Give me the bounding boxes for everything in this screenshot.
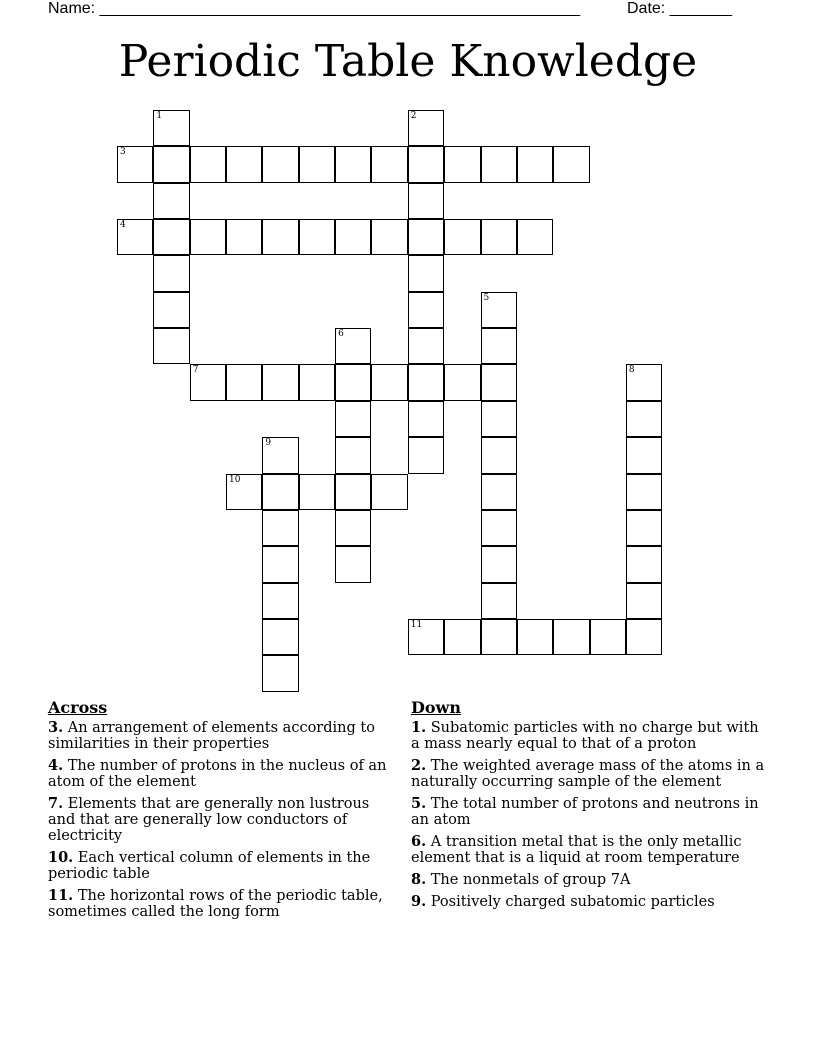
grid-cell[interactable] bbox=[262, 437, 298, 473]
grid-cell[interactable] bbox=[226, 146, 262, 182]
grid-cell[interactable] bbox=[262, 655, 298, 691]
grid-cell[interactable] bbox=[626, 583, 662, 619]
grid-cell[interactable] bbox=[262, 510, 298, 546]
grid-cell[interactable] bbox=[481, 219, 517, 255]
grid-cell[interactable] bbox=[626, 364, 662, 400]
date-field-label: Date: _______ bbox=[627, 0, 732, 17]
grid-cell[interactable] bbox=[371, 364, 407, 400]
cell-number: 10 bbox=[229, 474, 241, 485]
grid-cell[interactable] bbox=[299, 364, 335, 400]
grid-cell[interactable] bbox=[335, 437, 371, 473]
grid-cell[interactable] bbox=[335, 364, 371, 400]
grid-cell[interactable] bbox=[444, 146, 480, 182]
clue-number: 6. bbox=[411, 833, 427, 850]
grid-cell[interactable] bbox=[190, 364, 226, 400]
clue-number: 4. bbox=[48, 757, 64, 774]
grid-cell[interactable] bbox=[408, 364, 444, 400]
clue-text: The number of protons in the nucleus of an atom of the element bbox=[48, 758, 387, 790]
clue-text: Each vertical column of elements in the periodic table bbox=[48, 850, 371, 882]
grid-cell[interactable] bbox=[335, 401, 371, 437]
clue-number: 10. bbox=[48, 849, 74, 866]
cell-number: 5 bbox=[483, 292, 490, 303]
grid-cell[interactable] bbox=[299, 474, 335, 510]
grid-cell[interactable] bbox=[481, 510, 517, 546]
grid-cell[interactable] bbox=[626, 474, 662, 510]
grid-cell[interactable] bbox=[335, 510, 371, 546]
cell-number: 3 bbox=[120, 147, 126, 158]
grid-cell[interactable] bbox=[626, 437, 662, 473]
grid-cell[interactable] bbox=[335, 546, 371, 582]
across-clues bbox=[48, 700, 388, 926]
grid-cell[interactable] bbox=[626, 619, 662, 655]
grid-cell[interactable] bbox=[262, 583, 298, 619]
clue-text: The weighted average mass of the atoms in a naturally occurring sample of the element bbox=[411, 758, 765, 790]
cell-number: 2 bbox=[410, 111, 417, 121]
grid-cell[interactable] bbox=[153, 219, 189, 255]
grid-cell[interactable] bbox=[408, 619, 444, 655]
grid-cell[interactable] bbox=[481, 546, 517, 582]
grid-cell[interactable] bbox=[226, 474, 262, 510]
grid-cell[interactable] bbox=[299, 219, 335, 255]
grid-cell[interactable] bbox=[481, 328, 517, 364]
grid-cell[interactable] bbox=[444, 364, 480, 400]
grid-cell[interactable] bbox=[153, 146, 189, 182]
down-clue bbox=[411, 894, 771, 910]
grid-cell[interactable] bbox=[262, 146, 298, 182]
grid-cell[interactable] bbox=[444, 219, 480, 255]
grid-cell[interactable] bbox=[153, 183, 189, 219]
grid-cell[interactable] bbox=[553, 619, 589, 655]
grid-cell[interactable] bbox=[335, 219, 371, 255]
grid-cell[interactable] bbox=[626, 546, 662, 582]
grid-cell[interactable] bbox=[444, 619, 480, 655]
grid-cell[interactable] bbox=[408, 146, 444, 182]
grid-cell[interactable] bbox=[408, 255, 444, 291]
clue-number: 1. bbox=[411, 719, 427, 736]
grid-cell[interactable] bbox=[408, 292, 444, 328]
clue-text: Subatomic particles with no charge but with a mass nearly equal to that of a proton bbox=[411, 720, 759, 752]
cell-number: 9 bbox=[265, 438, 272, 449]
clue-text: The nonmetals of group 7A bbox=[430, 872, 631, 888]
grid-cell[interactable] bbox=[481, 401, 517, 437]
down-clue bbox=[411, 872, 771, 888]
grid-cell[interactable] bbox=[299, 146, 335, 182]
cell-number: 1 bbox=[156, 111, 163, 121]
grid-cell[interactable] bbox=[371, 219, 407, 255]
grid-cell[interactable] bbox=[117, 146, 153, 182]
grid-cell[interactable] bbox=[153, 255, 189, 291]
grid-cell[interactable] bbox=[481, 146, 517, 182]
grid-cell[interactable] bbox=[371, 146, 407, 182]
clue-number: 8. bbox=[411, 871, 427, 888]
cell-number: 7 bbox=[192, 365, 199, 376]
cell-number: 6 bbox=[338, 329, 344, 340]
clue-text: A transition metal that is the only metallic element that is a liquid at room temperature bbox=[411, 834, 742, 866]
grid-cell[interactable] bbox=[481, 292, 517, 328]
clue-text: The horizontal rows of the periodic table, sometimes called the long form bbox=[48, 888, 383, 920]
grid-cell[interactable] bbox=[262, 364, 298, 400]
grid-cell[interactable] bbox=[408, 328, 444, 364]
grid-cell[interactable] bbox=[262, 474, 298, 510]
down-clue bbox=[411, 834, 771, 866]
grid-cell[interactable] bbox=[481, 437, 517, 473]
down-clue bbox=[411, 796, 771, 828]
cell-number: 11 bbox=[410, 619, 423, 630]
grid-cell[interactable] bbox=[262, 546, 298, 582]
down-clue bbox=[411, 758, 771, 790]
cell-number: 8 bbox=[628, 365, 635, 376]
grid-cell[interactable] bbox=[517, 619, 553, 655]
grid-cell[interactable] bbox=[117, 219, 153, 255]
across-clue bbox=[48, 720, 388, 752]
grid-cell[interactable] bbox=[335, 146, 371, 182]
clue-text: Elements that are generally non lustrous and that are generally low conductors of electricity bbox=[48, 796, 370, 844]
grid-cell[interactable] bbox=[481, 474, 517, 510]
grid-cell[interactable] bbox=[481, 583, 517, 619]
clue-text: The total number of protons and neutrons in an atom bbox=[411, 796, 759, 828]
grid-cell[interactable] bbox=[371, 474, 407, 510]
grid-cell[interactable] bbox=[262, 219, 298, 255]
grid-cell[interactable] bbox=[335, 328, 371, 364]
grid-cell[interactable] bbox=[517, 146, 553, 182]
grid-cell[interactable] bbox=[626, 401, 662, 437]
grid-cell[interactable] bbox=[153, 292, 189, 328]
grid-cell[interactable] bbox=[517, 219, 553, 255]
grid-cell[interactable] bbox=[590, 619, 626, 655]
grid-cell[interactable] bbox=[408, 401, 444, 437]
across-clue bbox=[48, 850, 388, 882]
down-heading: Down bbox=[411, 698, 461, 717]
clue-number: 7. bbox=[48, 795, 64, 812]
clue-number: 9. bbox=[411, 893, 427, 910]
clue-number: 2. bbox=[411, 757, 427, 774]
grid-cell[interactable] bbox=[553, 146, 589, 182]
grid-cell[interactable] bbox=[226, 219, 262, 255]
clue-number: 3. bbox=[48, 719, 64, 736]
clue-number: 5. bbox=[411, 795, 427, 812]
clue-text: An arrangement of elements according to similarities in their properties bbox=[48, 720, 375, 752]
grid-cell[interactable] bbox=[153, 328, 189, 364]
page-title: Periodic Table Knowledge bbox=[118, 36, 698, 87]
grid-cell[interactable] bbox=[408, 110, 444, 146]
grid-cell[interactable] bbox=[481, 619, 517, 655]
clue-number: 11. bbox=[48, 887, 74, 904]
clue-text: Positively charged subatomic particles bbox=[430, 894, 715, 910]
grid-cell[interactable] bbox=[190, 219, 226, 255]
grid-cell[interactable] bbox=[408, 437, 444, 473]
name-field-label: Name: ______________________________________________________ bbox=[48, 0, 581, 17]
grid-cell[interactable] bbox=[262, 619, 298, 655]
across-clue bbox=[48, 758, 388, 790]
across-clue bbox=[48, 888, 388, 920]
grid-cell[interactable] bbox=[408, 183, 444, 219]
grid-cell[interactable] bbox=[335, 474, 371, 510]
grid-cell[interactable] bbox=[153, 110, 189, 146]
grid-cell[interactable] bbox=[481, 364, 517, 400]
down-clue bbox=[411, 720, 771, 752]
grid-cell[interactable] bbox=[226, 364, 262, 400]
grid-cell[interactable] bbox=[626, 510, 662, 546]
down-clues bbox=[411, 700, 771, 916]
cell-number: 4 bbox=[120, 220, 126, 231]
grid-cell[interactable] bbox=[190, 146, 226, 182]
grid-cell[interactable] bbox=[408, 219, 444, 255]
across-heading: Across bbox=[48, 698, 108, 717]
across-clue bbox=[48, 796, 388, 844]
